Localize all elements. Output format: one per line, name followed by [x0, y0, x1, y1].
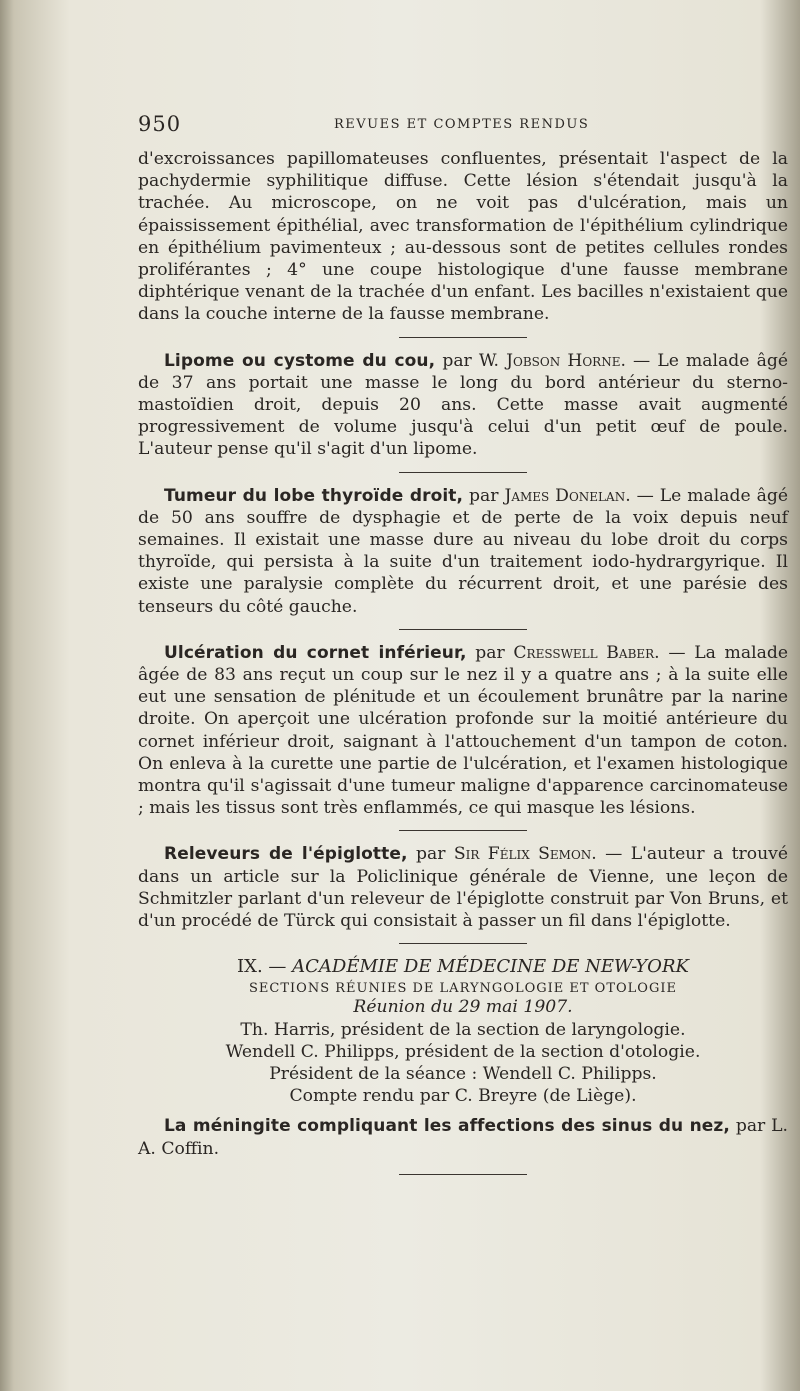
article-text: — L'auteur a trouvé dans un article sur la Policlinique générale de Vienne, une leçon de Schmitzler parlant d'un releveur de l'épiglotte construit par Von Bruns, et d'un procédé de Türck qui consistait à passer un fil dans l'épiglotte.: [138, 844, 789, 932]
article-author: Sir Félix Semon.: [453, 844, 597, 865]
divider: [399, 830, 527, 831]
article-ulceration: [138, 642, 788, 820]
reporter-line: Compte rendu par C. Breyre (de Liège).: [289, 1086, 637, 1107]
article-tumeur: [138, 485, 788, 618]
section-subtitle: SECTIONS RÉUNIES DE LARYNGOLOGIE ET OTOLOGIE: [249, 981, 677, 997]
article-author: W. Jobson Horne.: [478, 350, 626, 371]
article-title: Releveurs de l'épiglotte,: [164, 844, 408, 865]
article-text: — Le malade âgé de 50 ans souffre de dysphagie et de perte de la voix depuis neuf semaines. Il existait une masse dure au niveau du lobe droit du corps thyroïde, qui persista à la suite d'un traitement iodo-hydrargyrique. Il existe une paralysie complète du récurrent droit, et une parésie des tenseurs du côté gauche.: [138, 485, 789, 617]
continuation-paragraph: d'excroissances papillomateuses confluentes, présentait l'aspect de la pachydermie syphilitique diffuse. Cette lésion s'étendait jusqu'à la trachée. Au microscope, on ne voit pas d'ulcération, mais un épaississement épithélial, avec transformation de l'épithélium cylindrique en épithélium pavimenteux ; au-dessous sont de petites cellules rondes proliférantes ; 4° une coupe histologique d'une fausse membrane diphtérique venant de la trachée d'un enfant. Les bacilles n'existaient que dans la couche interne de la fausse membrane.: [138, 149, 788, 325]
article-title: Ulcération du cornet inférieur,: [164, 642, 467, 663]
article-title: Tumeur du lobe thyroïde droit,: [164, 485, 464, 506]
page-number: 950: [138, 112, 182, 136]
article-title: La méningite compliquant les affections des sinus du nez,: [164, 1116, 730, 1137]
page-content: [138, 108, 788, 1187]
article-by: par: [442, 350, 472, 371]
page-header: [138, 108, 788, 140]
divider: [399, 629, 527, 630]
section-numeral: IX.: [237, 956, 263, 978]
divider: [399, 1174, 527, 1175]
article-text: — La malade âgée de 83 ans reçut un coup sur le nez il y a quatre ans ; à la suite elle eut une sensation de plénitude et un écoulement brunâtre par la narine droite. On aperçoit une ulcération profonde sur la moitié antérieure du cornet inférieur droit, saignant à l'attouchement d'un tampon de coton. On enleva à la curette une partie de l'ulcération, et l'examen histologique montra qu'il s'agissait d'une tumeur maligne d'apparence carcinomateuse ; mais les tissus sont très enflammés, ce qui masque les lésions.: [138, 642, 789, 819]
article-by: par: [475, 642, 505, 663]
meeting-date: Réunion du 29 mai 1907.: [353, 997, 573, 1018]
article-title: Lipome ou cystome du cou,: [164, 350, 436, 371]
article-by: par: [735, 1116, 766, 1137]
divider: [399, 337, 527, 338]
chair-line: Président de la séance : Wendell C. Philipps.: [269, 1063, 657, 1084]
section-heading: [138, 956, 788, 977]
divider: [399, 943, 527, 944]
divider: [399, 472, 527, 473]
article-author: Cresswell Baber.: [513, 642, 660, 663]
article-by: par: [415, 844, 446, 865]
running-title: REVUES ET COMPTES RENDUS: [334, 117, 590, 132]
article-author: L. A. Coffin.: [138, 1116, 788, 1159]
article-author: James Donelan.: [504, 485, 631, 506]
article-meningite: [138, 1115, 788, 1159]
article-lipome: [138, 350, 788, 461]
article-by: par: [469, 485, 499, 506]
article-releveurs: [138, 843, 788, 932]
section-title: — ACADÉMIE DE MÉDECINE DE NEW-YORK: [262, 956, 689, 978]
article-text: — Le malade âgé de 37 ans portait une masse le long du bord antérieur du sterno-mastoïdien droit, depuis 20 ans. Cette masse avait augmenté progressivement de volume jusqu'à celui d'un petit œuf de poule. L'auteur pense qu'il s'agit d'un lipome.: [138, 350, 788, 460]
attendee-line-1: Th. Harris, président de la section de laryngologie.: [240, 1019, 686, 1040]
attendee-line-2: Wendell C. Philipps, président de la section d'otologie.: [225, 1041, 701, 1062]
